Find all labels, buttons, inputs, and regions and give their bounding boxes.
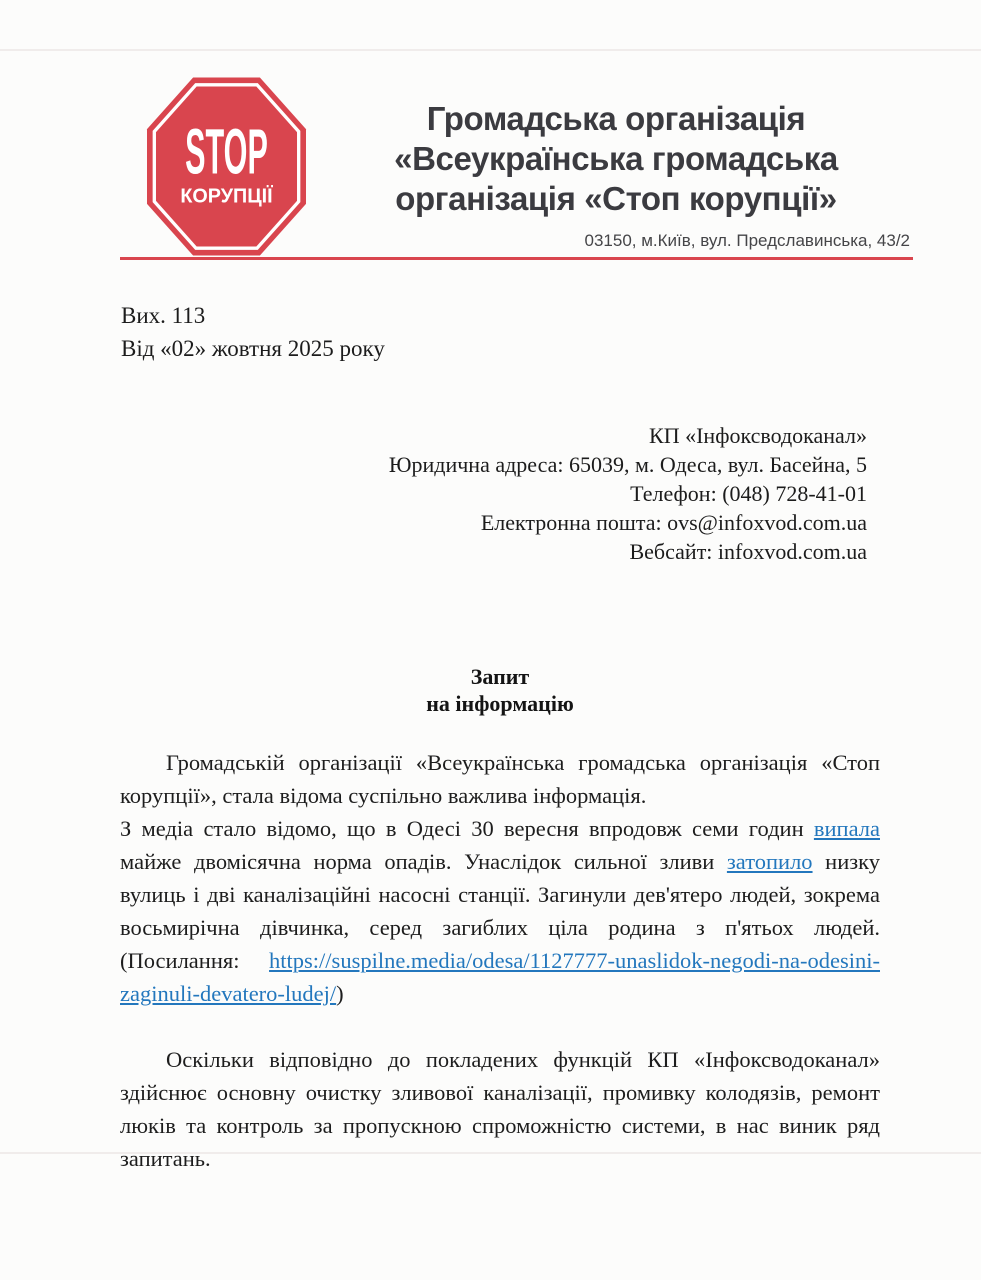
subject-line: Запит bbox=[470, 664, 530, 689]
letter-date: Від «02» жовтня 2025 року bbox=[121, 336, 385, 361]
letter-subject bbox=[120, 663, 880, 717]
source-url-link[interactable]: https://suspilne.media/odesa/1127777-unaslidok-negodi-na-odesini-zaginuli-devatero-ludej/ bbox=[120, 948, 880, 1006]
paragraph bbox=[120, 1043, 880, 1175]
scan-artifact-line bbox=[0, 49, 981, 51]
text-run: майже двомісячна норма опадів. Унаслідок сильної зливи bbox=[120, 849, 727, 874]
recipient-name: КП «Інфоксводоканал» bbox=[649, 423, 867, 448]
org-name-line: Громадська організація bbox=[426, 100, 806, 137]
text-run: ) bbox=[336, 981, 344, 1006]
ref-number: Вих. 113 bbox=[121, 303, 206, 328]
recipient-address: Юридична адреса: 65039, м. Одеса, вул. Басейна, 5 bbox=[388, 452, 867, 477]
org-name-line: «Всеукраїнська громадська bbox=[394, 140, 838, 177]
inline-link[interactable]: затопило bbox=[726, 849, 813, 874]
org-name-heading bbox=[333, 99, 899, 219]
stop-sign-icon bbox=[147, 77, 306, 256]
org-name-line: організація «Стоп корупції» bbox=[395, 180, 837, 217]
text-run: Громадській організації «Всеукраїнська громадська організація «Стоп корупції», стала відома суспільно важлива інформація. bbox=[120, 750, 880, 808]
org-address: 03150, м.Київ, вул. Предславинська, 43/2 bbox=[584, 231, 910, 250]
subject-line: на інформацію bbox=[426, 691, 574, 716]
text-run: Оскільки відповідно до покладених функцій КП «Інфоксводоканал» здійснює основну очистку зливової каналізації, промивку колодязів, ремонт люків та контроль за пропускною спроможністю системи, в нас виник ряд запитань. bbox=[120, 1047, 880, 1171]
stop-korupcii-logo bbox=[147, 77, 306, 256]
paragraph bbox=[120, 746, 880, 812]
header-divider bbox=[120, 257, 913, 260]
recipient-phone: Телефон: (048) 728-41-01 bbox=[630, 481, 867, 506]
paragraph bbox=[120, 812, 880, 1010]
logo-caption-text: КОРУПЦІЇ bbox=[180, 184, 274, 208]
letter-body bbox=[120, 746, 880, 1175]
recipient-block bbox=[307, 421, 867, 566]
logo-stop-text: STOP bbox=[185, 116, 268, 188]
recipient-website: Вебсайт: infoxvod.com.ua bbox=[629, 539, 867, 564]
recipient-email: Електронна пошта: ovs@infoxvod.com.ua bbox=[480, 510, 867, 535]
inline-link[interactable]: випала bbox=[813, 816, 880, 841]
text-run: З медіа стало відомо, що в Одесі 30 вересня впродовж семи годин bbox=[120, 816, 814, 841]
text-run: низку вулиць і дві каналізаційні насосні станції. Загинули дев'ятеро людей, зокрема восьмирічна дівчинка, серед загиблих ціла родина з п'ятьох людей. (Посилання: bbox=[120, 849, 880, 973]
letter-meta bbox=[121, 299, 385, 365]
